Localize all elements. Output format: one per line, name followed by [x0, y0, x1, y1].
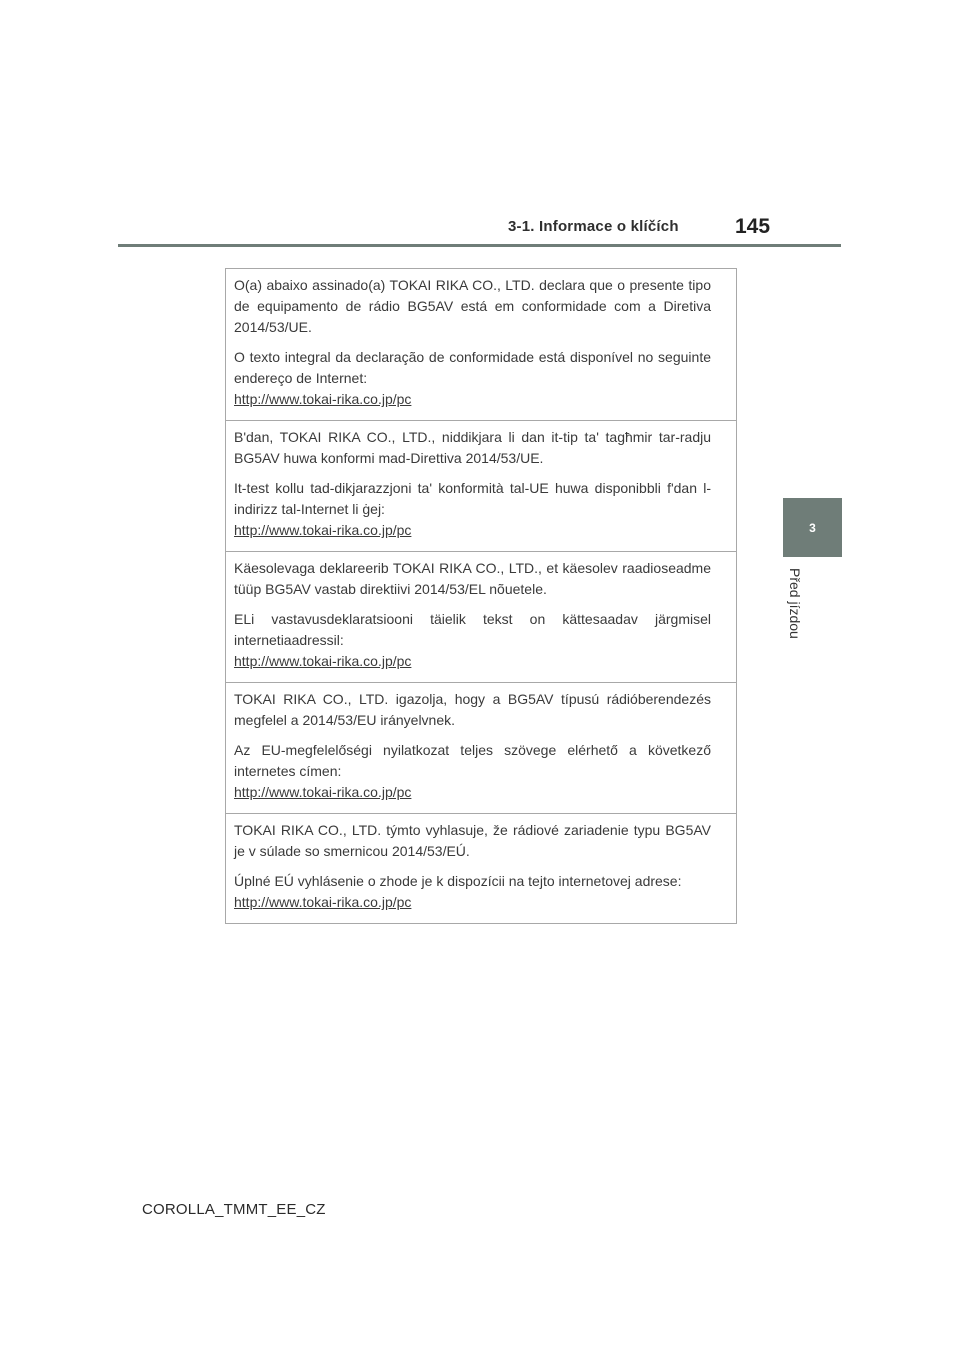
declaration-statement: TOKAI RIKA CO., LTD. týmto vyhlasuje, že rádiové zariadenie typu BG5AV je v súlade so smernicou 2014/53/EÚ. [234, 822, 711, 859]
header-divider [118, 244, 841, 247]
document-code: COROLLA_TMMT_EE_CZ [142, 1201, 326, 1218]
declaration-url-link[interactable]: http://www.tokai-rika.co.jp/pc [234, 391, 412, 407]
declaration-statement: TOKAI RIKA CO., LTD. igazolja, hogy a BG5AV típusú rádióberendezés megfelel a 2014/53/EU irányelvnek. [234, 691, 711, 728]
declaration-statement: O(a) abaixo assinado(a) TOKAI RIKA CO., LTD. declara que o presente tipo de equipamento de rádio BG5AV está em conformidade com a Diretiva 2014/53/UE. [234, 277, 711, 335]
declaration-availability: Úplné EÚ vyhlásenie o zhode je k dispozícii na tejto internetovej adrese: [234, 873, 682, 889]
declaration-row-maltese [226, 421, 736, 552]
page-number: 145 [735, 215, 771, 238]
declaration-row-portuguese [226, 269, 736, 421]
section-title: 3-1. Informace o klíčích [508, 218, 679, 235]
declaration-url-link[interactable]: http://www.tokai-rika.co.jp/pc [234, 894, 412, 910]
declaration-statement: Käesolevaga deklareerib TOKAI RIKA CO., LTD., et käesolev raadioseadme tüüp BG5AV vastab direktiivi 2014/53/EL nõuetele. [234, 560, 711, 597]
declaration-availability: O texto integral da declaração de conformidade está disponível no seguinte endereço de Internet: [234, 349, 711, 386]
declaration-row-estonian [226, 552, 736, 683]
chapter-tab[interactable] [783, 498, 842, 557]
declaration-row-hungarian [226, 683, 736, 814]
declaration-url-link[interactable]: http://www.tokai-rika.co.jp/pc [234, 522, 412, 538]
declaration-url-link[interactable]: http://www.tokai-rika.co.jp/pc [234, 653, 412, 669]
chapter-tab-label: Před jízdou [787, 568, 803, 639]
declaration-availability: It-test kollu tad-dikjarazzjoni ta' konformità tal-UE huwa disponibbli f'dan l-indirizz tal-Internet li ġej: [234, 480, 711, 517]
declaration-url-link[interactable]: http://www.tokai-rika.co.jp/pc [234, 784, 412, 800]
declaration-availability: Az EU-megfelelőségi nyilatkozat teljes szövege elérhető a következő internetes címen: [234, 742, 711, 779]
chapter-tab-number: 3 [809, 520, 816, 535]
declaration-table [225, 268, 737, 924]
declaration-statement: B'dan, TOKAI RIKA CO., LTD., niddikjara li dan it-tip ta' tagħmir tar-radju BG5AV huwa konformi mad-Direttiva 2014/53/UE. [234, 429, 711, 466]
declaration-row-slovak [226, 814, 736, 924]
declaration-availability: ELi vastavusdeklaratsiooni täielik tekst on kättesaadav järgmisel internetiaadressil: [234, 611, 711, 648]
